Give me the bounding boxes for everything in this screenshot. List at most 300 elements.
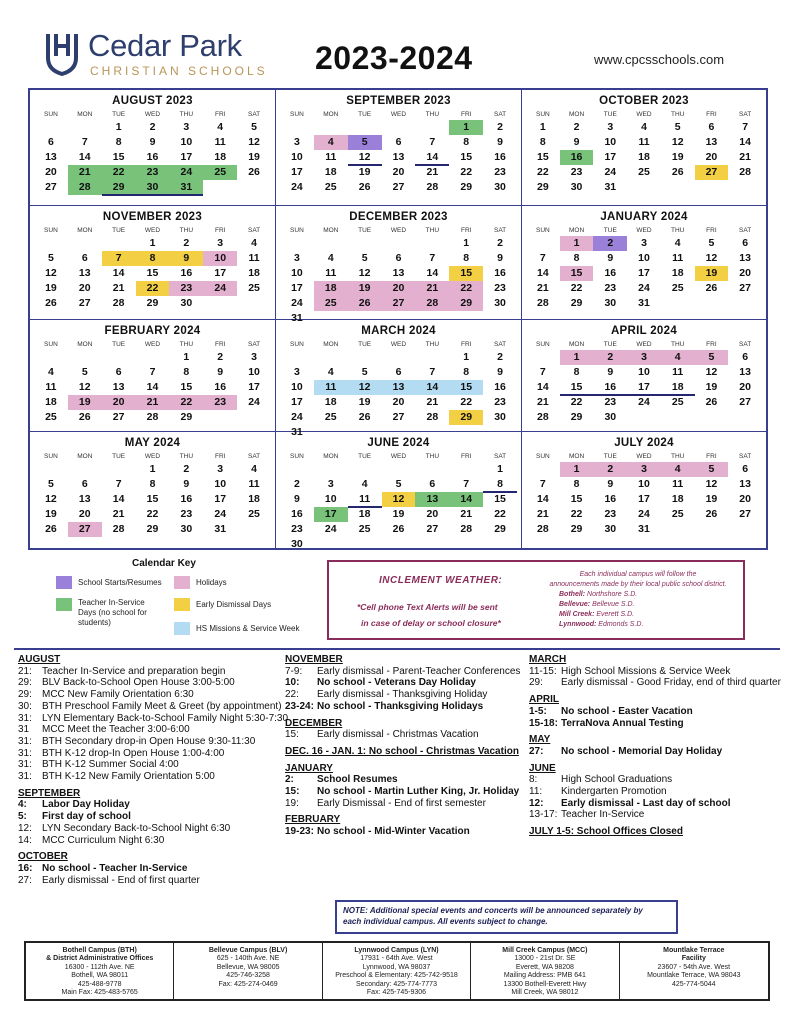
event-date: 16: xyxy=(18,862,33,874)
month-title: JUNE 2024 xyxy=(367,437,430,449)
events-column-1 xyxy=(18,654,289,886)
day-cell: 19 xyxy=(705,381,718,393)
weekday-label: WED xyxy=(390,227,407,234)
empty-day-cell xyxy=(449,537,483,552)
day-cell: 7 xyxy=(742,121,749,133)
day-cell: 30 xyxy=(570,181,583,193)
empty-day-cell xyxy=(382,350,416,365)
website-link[interactable]: www.cpcsschools.com xyxy=(594,52,725,67)
event-section-heading: JULY 1-5: School Offices Closed xyxy=(529,826,683,838)
day-cell: 20 xyxy=(392,396,405,408)
day-cell: 9 xyxy=(607,478,614,490)
event-description: Early dismissal - Christmas Vacation xyxy=(317,729,479,741)
empty-day-cell xyxy=(526,462,560,477)
day-cell: 20 xyxy=(739,381,751,393)
week-row xyxy=(280,266,517,281)
event-date: 31 xyxy=(18,724,30,736)
day-cell: 29 xyxy=(146,523,159,535)
day-cell: 20 xyxy=(45,166,57,178)
day-cell: 23 xyxy=(494,166,506,178)
day-cell: 21 xyxy=(739,151,751,163)
week-row xyxy=(34,522,271,537)
month-august-2023 xyxy=(30,90,276,206)
day-cell: 19 xyxy=(45,508,57,520)
day-cell: 12 xyxy=(248,136,260,148)
day-cell: 2 xyxy=(497,121,503,133)
weekday-label: TUE xyxy=(112,453,126,460)
event-section-heading: APRIL xyxy=(529,694,559,706)
day-cell: 14 xyxy=(739,136,751,148)
month-title: SEPTEMBER 2023 xyxy=(346,95,451,107)
day-cell: 4 xyxy=(661,350,695,365)
district-campus: Mill Creek: xyxy=(559,611,595,618)
week-row xyxy=(280,410,517,425)
day-cell: 17 xyxy=(638,493,650,505)
week-row xyxy=(526,350,762,365)
day-cell: 19 xyxy=(45,282,57,294)
district-name: Northshore S.D. xyxy=(587,591,638,598)
weekday-header-row xyxy=(34,109,271,120)
calendar-key-title: Calendar Key xyxy=(132,558,196,569)
day-cell: 25 xyxy=(314,296,348,311)
district-bothell xyxy=(535,590,741,600)
event-description: Early dismissal - Good Friday, end of third quarter xyxy=(561,677,781,689)
day-cell: 29 xyxy=(570,523,583,535)
day-cell: 30 xyxy=(180,523,193,535)
day-cell: 14 xyxy=(537,381,549,393)
event-date: 10: xyxy=(285,677,300,689)
cedar-park-logo[interactable] xyxy=(44,28,284,80)
day-cell: 16 xyxy=(604,267,617,279)
weekday-label: SAT xyxy=(247,227,261,234)
weekday-label: THU xyxy=(671,111,685,118)
day-cell: 27 xyxy=(78,297,91,309)
week-row xyxy=(526,477,762,492)
week-row xyxy=(280,165,517,180)
day-cell: 8 xyxy=(463,136,470,148)
week-row xyxy=(280,350,517,365)
event-item xyxy=(18,863,280,875)
day-cell: 1 xyxy=(463,351,470,363)
day-cell: 1 xyxy=(560,462,594,477)
day-cell: 9 xyxy=(169,251,203,266)
day-cell: 14 xyxy=(537,493,549,505)
weekday-label: WED xyxy=(390,111,407,118)
day-cell: 25 xyxy=(671,508,684,520)
day-cell: 10 xyxy=(203,251,237,266)
day-cell: 15 xyxy=(449,380,483,395)
event-item xyxy=(18,701,280,713)
weekday-label: FRI xyxy=(706,111,717,118)
day-cell: 28 xyxy=(537,523,549,535)
day-cell: 3 xyxy=(294,252,300,264)
day-cell: 12 xyxy=(705,366,718,378)
key-label-teacher-line2: Days (no school for xyxy=(78,608,147,617)
day-cell: 1 xyxy=(183,351,190,363)
day-cell: 23 xyxy=(604,396,617,408)
week-row xyxy=(280,477,517,492)
week-row xyxy=(34,236,271,251)
day-cell: 14 xyxy=(537,267,549,279)
day-cell: 13 xyxy=(382,380,416,395)
week-row xyxy=(526,507,762,522)
day-cell: 12 xyxy=(348,150,382,165)
day-cell: 5 xyxy=(695,350,729,365)
day-cell: 30 xyxy=(180,297,193,309)
week-row xyxy=(526,135,762,150)
month-may-2024 xyxy=(30,432,276,548)
day-cell: 26 xyxy=(358,181,371,193)
day-cell: 4 xyxy=(674,237,681,249)
weekday-label: FRI xyxy=(706,453,717,460)
event-item xyxy=(18,689,280,701)
month-july-2024 xyxy=(522,432,766,548)
month-title: MARCH 2024 xyxy=(361,325,436,337)
day-cell: 2 xyxy=(573,121,580,133)
day-cell: 22 xyxy=(146,508,159,520)
day-cell: 16 xyxy=(604,493,617,505)
day-cell: 12 xyxy=(348,380,382,395)
key-label-hs-missions: HS Missions & Service Week xyxy=(196,624,300,633)
weekday-header-row xyxy=(280,109,517,120)
empty-day-cell xyxy=(728,410,762,425)
weekday-label: SAT xyxy=(493,453,507,460)
note-box xyxy=(335,900,678,934)
empty-day-cell xyxy=(415,120,449,135)
day-cell: 20 xyxy=(78,282,91,294)
event-description: BTH Preschool Family Meet & Greet (by appointment) xyxy=(42,700,282,712)
weekday-label: THU xyxy=(425,341,440,348)
weekday-label: SUN xyxy=(290,341,304,348)
district-name: Edmonds S.D. xyxy=(598,621,644,628)
day-cell: 17 xyxy=(248,381,260,393)
empty-day-cell xyxy=(382,120,416,135)
weekday-label: FRI xyxy=(214,111,226,118)
day-cell: 19 xyxy=(358,396,371,408)
week-row xyxy=(280,236,517,251)
day-cell: 27 xyxy=(426,523,439,535)
day-cell: 8 xyxy=(483,477,517,492)
day-cell: 2 xyxy=(497,237,503,249)
day-cell: 5 xyxy=(81,366,88,378)
day-cell: 27 xyxy=(112,411,125,423)
day-cell: 13 xyxy=(739,366,751,378)
weekday-label: THU xyxy=(179,227,194,234)
day-cell: 2 xyxy=(183,237,190,249)
district-mill-creek xyxy=(535,610,741,620)
weekday-label: THU xyxy=(671,453,685,460)
day-cell: 15 xyxy=(112,151,125,163)
week-row xyxy=(280,395,517,410)
day-cell: 22 xyxy=(449,281,483,296)
event-date: 19-23: xyxy=(285,826,314,838)
weekday-label: WED xyxy=(636,453,652,460)
day-cell: 14 xyxy=(112,267,125,279)
weekday-label: MON xyxy=(77,227,93,234)
day-cell: 17 xyxy=(214,493,227,505)
week-row xyxy=(280,180,517,195)
day-cell: 23 xyxy=(136,165,170,180)
day-cell: 9 xyxy=(183,478,190,490)
event-date: 22: xyxy=(285,689,299,701)
campus-name: Mountlake Terrace xyxy=(663,947,725,954)
week-row xyxy=(526,236,762,251)
event-description: BLV Back-to-School Open House 3:00-5:00 xyxy=(42,677,235,689)
weekday-label: MON xyxy=(77,453,93,460)
day-cell: 10 xyxy=(638,252,650,264)
day-cell: 28 xyxy=(415,296,449,311)
day-cell: 6 xyxy=(429,478,436,490)
event-item xyxy=(18,811,280,823)
day-cell: 9 xyxy=(294,493,300,505)
empty-day-cell xyxy=(68,236,102,251)
day-cell: 3 xyxy=(627,462,661,477)
day-cell: 6 xyxy=(115,366,122,378)
day-cell: 1 xyxy=(463,237,470,249)
day-cell: 11 xyxy=(214,136,226,148)
week-row xyxy=(526,410,762,425)
events-column-2 xyxy=(285,654,525,838)
empty-day-cell xyxy=(382,537,416,552)
weekday-label: WED xyxy=(144,227,161,234)
campus-detail: Everett, WA 98208 xyxy=(515,963,574,971)
day-cell: 22 xyxy=(136,281,170,296)
holiday-swatch xyxy=(174,576,190,589)
day-cell: 10 xyxy=(214,478,227,490)
event-date: 15-18: xyxy=(529,717,558,729)
weekday-label: MON xyxy=(568,111,585,118)
event-description: No school - Memorial Day Holiday xyxy=(561,745,723,757)
day-cell: 6 xyxy=(395,366,402,378)
brand-name: Cedar Park xyxy=(88,28,242,63)
weekday-header-row xyxy=(526,225,762,236)
day-cell: 24 xyxy=(291,181,303,193)
weekday-label: FRI xyxy=(706,227,717,234)
day-cell: 24 xyxy=(169,165,203,180)
campus-detail: 16300 - 112th Ave. NE xyxy=(64,963,135,971)
day-cell: 4 xyxy=(314,135,348,150)
day-cell: 21 xyxy=(112,508,125,520)
day-cell: 28 xyxy=(68,180,102,195)
event-item xyxy=(285,677,525,689)
day-cell: 16 xyxy=(494,381,506,393)
week-row xyxy=(34,477,271,492)
day-cell: 18 xyxy=(638,151,650,163)
event-description: High School Missions & Service Week xyxy=(561,665,731,677)
weekday-label: SUN xyxy=(290,227,304,234)
calendar-key xyxy=(56,558,306,638)
week-row xyxy=(526,296,762,311)
event-item xyxy=(529,746,779,758)
week-row xyxy=(280,296,517,311)
event-item xyxy=(18,748,280,760)
day-cell: 22 xyxy=(537,166,549,178)
week-row xyxy=(280,281,517,296)
event-section-heading: JUNE xyxy=(529,762,556,774)
event-date: 8: xyxy=(529,774,538,786)
day-cell: 15 xyxy=(146,267,159,279)
event-item xyxy=(285,701,525,713)
day-cell: 7 xyxy=(429,136,436,148)
day-cell: 12 xyxy=(358,267,371,279)
month-title: OCTOBER 2023 xyxy=(599,95,689,107)
day-cell: 25 xyxy=(671,396,684,408)
events-column-3 xyxy=(529,654,779,838)
event-item xyxy=(18,724,280,736)
week-row xyxy=(526,165,762,180)
weekday-label: TUE xyxy=(603,341,617,348)
event-item xyxy=(285,689,525,701)
weekday-label: SAT xyxy=(493,341,507,348)
day-cell: 12 xyxy=(78,381,91,393)
empty-day-cell xyxy=(280,350,314,365)
empty-day-cell xyxy=(348,236,382,251)
event-description: High School Graduations xyxy=(561,774,673,786)
campus-detail: Mailing Address: PMB 641 xyxy=(503,972,586,980)
empty-day-cell xyxy=(695,522,729,537)
day-cell: 26 xyxy=(392,523,405,535)
day-cell: 12 xyxy=(45,493,57,505)
inclement-weather-box xyxy=(327,560,745,640)
day-cell: 5 xyxy=(361,366,368,378)
weekday-label: THU xyxy=(671,341,685,348)
day-cell: 6 xyxy=(742,463,749,475)
day-cell: 11 xyxy=(248,252,260,264)
day-cell: 11 xyxy=(638,136,650,148)
month-title: APRIL 2024 xyxy=(610,325,678,337)
empty-day-cell xyxy=(203,180,237,195)
weekday-label: SAT xyxy=(739,453,752,460)
day-cell: 22 xyxy=(494,508,506,520)
weekday-label: SUN xyxy=(290,453,304,460)
day-cell: 10 xyxy=(638,366,650,378)
district-follow-info xyxy=(535,570,741,630)
day-cell: 16 xyxy=(494,151,506,163)
day-cell: 19 xyxy=(68,395,102,410)
day-cell: 30 xyxy=(291,538,303,550)
day-cell: 21 xyxy=(460,508,473,520)
day-cell: 2 xyxy=(294,478,300,490)
day-cell: 23 xyxy=(604,282,617,294)
day-cell: 5 xyxy=(674,121,681,133)
empty-day-cell xyxy=(68,462,102,477)
day-cell: 7 xyxy=(539,366,546,378)
day-cell: 23 xyxy=(203,395,237,410)
day-cell: 1 xyxy=(560,236,594,251)
day-cell: 4 xyxy=(251,237,257,249)
day-cell: 22 xyxy=(460,396,473,408)
day-cell: 3 xyxy=(294,136,300,148)
empty-day-cell xyxy=(695,296,729,311)
day-cell: 11 xyxy=(325,267,337,279)
day-cell: 22 xyxy=(460,166,473,178)
event-item xyxy=(18,666,280,678)
week-row xyxy=(34,135,271,150)
campus-detail: Secondary: 425-774-7773 xyxy=(356,980,437,988)
day-cell: 17 xyxy=(627,380,661,395)
day-cell: 25 xyxy=(671,282,684,294)
week-row xyxy=(280,135,517,150)
event-section-heading: DECEMBER xyxy=(285,717,343,729)
campus-footer xyxy=(24,941,770,1001)
campus-detail: 425-746-3258 xyxy=(226,972,270,980)
event-date: 14: xyxy=(18,834,32,846)
day-cell: 24 xyxy=(638,508,650,520)
day-cell: 14 xyxy=(449,492,483,507)
district-bellevue xyxy=(535,600,741,610)
campus-detail: 23607 - 54th Ave. West xyxy=(657,963,731,971)
empty-day-cell xyxy=(695,410,729,425)
day-cell: 11 xyxy=(348,492,382,507)
day-cell: 21 xyxy=(136,395,170,410)
day-cell: 22 xyxy=(570,396,583,408)
day-cell: 26 xyxy=(78,411,91,423)
campus-detail: 425-488-9778 xyxy=(77,980,122,988)
event-item xyxy=(18,835,280,847)
day-cell: 16 xyxy=(494,267,506,279)
event-description: LYN Secondary Back-to-School Night 6:30 xyxy=(42,822,231,834)
empty-day-cell xyxy=(34,236,68,251)
day-cell: 26 xyxy=(705,396,718,408)
district-follow-line-2: announcements made by their local public school district. xyxy=(549,581,727,588)
day-cell: 8 xyxy=(539,136,546,148)
empty-day-cell xyxy=(661,410,695,425)
weekday-header-row xyxy=(280,451,517,462)
week-row xyxy=(34,165,271,180)
weekday-label: SUN xyxy=(44,227,58,234)
day-cell: 15 xyxy=(449,266,483,281)
day-cell: 9 xyxy=(149,136,156,148)
week-row xyxy=(34,281,271,296)
empty-day-cell xyxy=(661,296,695,311)
day-cell: 10 xyxy=(291,267,303,279)
weekday-label: WED xyxy=(636,341,652,348)
day-cell: 21 xyxy=(426,396,439,408)
event-description: MCC Curriculum Night 6:30 xyxy=(42,834,165,846)
event-item xyxy=(529,786,779,798)
day-cell: 17 xyxy=(291,166,303,178)
month-title: JANUARY 2024 xyxy=(600,211,688,223)
campus-detail: 13300 Bothell-Everett Hwy xyxy=(503,980,587,988)
month-february-2024 xyxy=(30,320,276,432)
weekday-label: SUN xyxy=(535,111,550,118)
day-cell: 29 xyxy=(460,181,473,193)
campus-detail: 17931 - 64th Ave. West xyxy=(360,955,433,963)
text-alert-line-2: in case of delay or school closure* xyxy=(361,618,501,628)
event-section-heading: MAY xyxy=(529,734,551,746)
day-cell: 28 xyxy=(460,523,473,535)
month-title: MAY 2024 xyxy=(124,437,181,449)
day-cell: 29 xyxy=(494,523,506,535)
week-row xyxy=(280,462,517,477)
day-cell: 10 xyxy=(291,151,303,163)
month-june-2024 xyxy=(276,432,522,548)
day-cell: 28 xyxy=(537,411,549,423)
event-item xyxy=(529,798,779,810)
day-cell: 30 xyxy=(136,180,170,195)
event-description: TerraNova Annual Testing xyxy=(561,717,684,729)
empty-day-cell xyxy=(102,462,136,477)
district-campus: Bothell: xyxy=(559,591,586,598)
day-cell: 27 xyxy=(45,181,57,193)
day-cell: 6 xyxy=(395,252,402,264)
event-description: Labor Day Holiday xyxy=(42,799,130,811)
week-row xyxy=(34,410,271,425)
day-cell: 18 xyxy=(358,508,371,520)
day-cell: 4 xyxy=(661,462,695,477)
week-row xyxy=(526,150,762,165)
event-item xyxy=(18,736,280,748)
